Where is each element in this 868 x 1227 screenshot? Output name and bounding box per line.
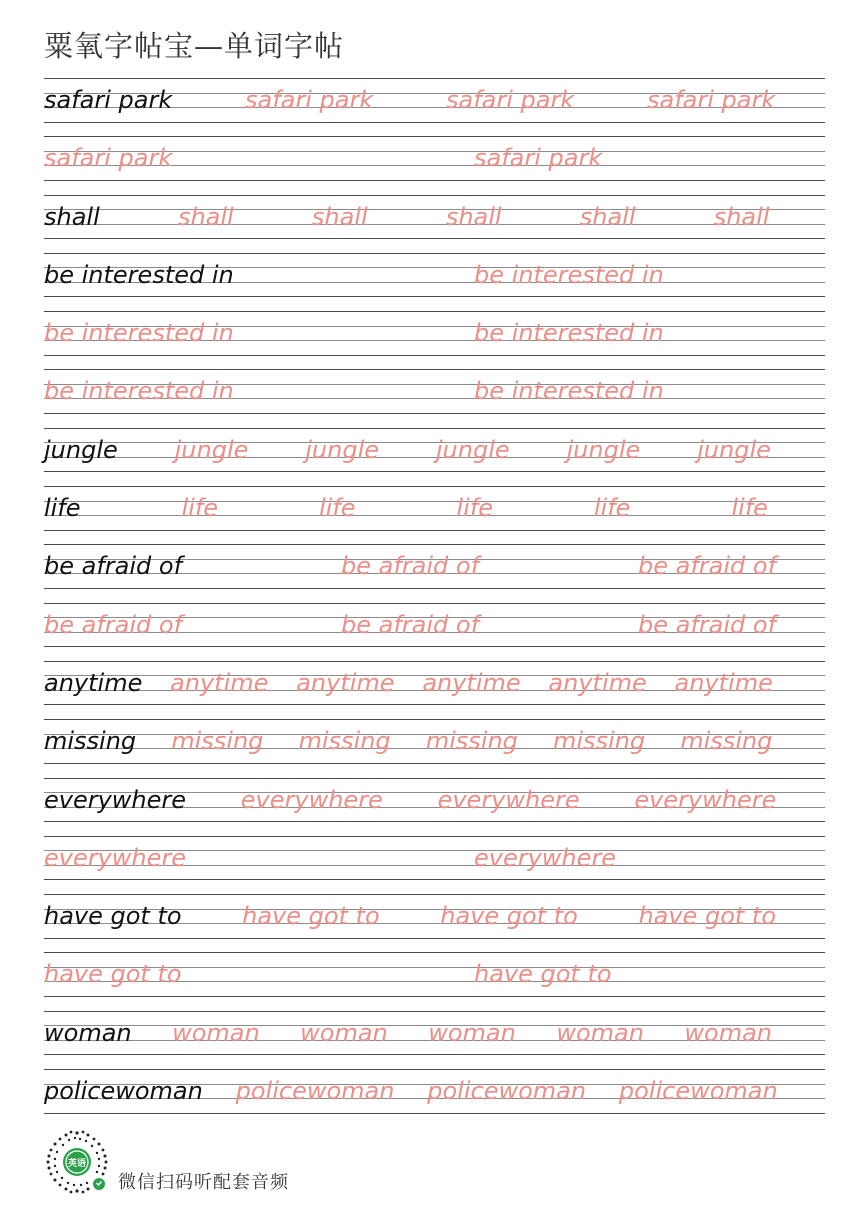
- rule-line: [44, 1011, 825, 1012]
- four-line-rule: [44, 195, 825, 239]
- trace-word: jungle: [566, 435, 641, 464]
- footer-caption: 微信扫码听配套音频: [118, 1172, 289, 1193]
- model-word: have got to: [44, 902, 182, 931]
- rule-line: [44, 515, 825, 516]
- trace-word: jungle: [697, 435, 771, 464]
- rule-line: [44, 195, 825, 196]
- rule-line: [44, 821, 825, 822]
- rule-line: [44, 501, 825, 502]
- rule-line: [44, 763, 825, 764]
- trace-word: be afraid of: [638, 552, 777, 581]
- practice-row: [44, 428, 825, 486]
- trace-word: have got to: [638, 902, 777, 931]
- trace-word: everywhere: [634, 785, 777, 814]
- rule-line: [44, 209, 825, 210]
- trace-word: anytime: [170, 668, 269, 697]
- practice-row: [44, 253, 825, 311]
- rule-line: [44, 355, 825, 356]
- trace-word: jungle: [174, 435, 249, 464]
- trace-word: safari park: [245, 86, 374, 114]
- rule-line: [44, 603, 825, 604]
- trace-word: safari park: [446, 86, 575, 114]
- trace-word: policewoman: [618, 1077, 778, 1106]
- rule-line: [44, 778, 825, 779]
- model-word: be afraid of: [44, 552, 183, 581]
- trace-word: be interested in: [44, 319, 234, 348]
- qr-code-icon[interactable]: [42, 1127, 112, 1197]
- trace-word: be interested in: [474, 377, 664, 406]
- trace-word: anytime: [296, 668, 395, 697]
- rule-line: [44, 646, 825, 647]
- trace-word: woman: [428, 1018, 516, 1047]
- qr-badge-label: 英语: [67, 1159, 87, 1169]
- trace-word: safari park: [647, 86, 776, 114]
- rule-line: [44, 369, 825, 370]
- rule-line: [44, 136, 825, 137]
- rule-line: [44, 719, 825, 720]
- trace-word: woman: [556, 1018, 644, 1047]
- rule-line: [44, 661, 825, 662]
- rule-line: [44, 836, 825, 837]
- model-word: policewoman: [44, 1077, 203, 1106]
- rule-line: [44, 428, 825, 429]
- trace-word: everywhere: [437, 785, 580, 814]
- practice-row: [44, 836, 825, 894]
- rule-line: [44, 311, 825, 312]
- practice-row: [44, 136, 825, 194]
- practice-row: [44, 195, 825, 253]
- trace-word: woman: [684, 1018, 772, 1047]
- practice-row: [44, 1011, 825, 1069]
- trace-word: be interested in: [44, 377, 234, 406]
- practice-sheet: [44, 78, 825, 1127]
- rule-line: [44, 296, 825, 297]
- trace-word: life: [731, 494, 768, 523]
- trace-word: anytime: [422, 668, 521, 697]
- trace-word: safari park: [44, 144, 173, 173]
- four-line-rule: [44, 486, 825, 530]
- rule-line: [44, 224, 825, 225]
- trace-word: everywhere: [474, 843, 617, 872]
- model-word: missing: [44, 727, 137, 756]
- practice-row: [44, 311, 825, 369]
- practice-row: [44, 486, 825, 544]
- practice-row: [44, 1069, 825, 1127]
- trace-word: policewoman: [235, 1077, 395, 1106]
- trace-word: anytime: [674, 668, 773, 697]
- practice-row: [44, 603, 825, 661]
- rule-line: [44, 530, 825, 531]
- model-word: life: [44, 494, 81, 523]
- trace-word: jungle: [305, 435, 380, 464]
- model-word: woman: [44, 1018, 132, 1047]
- model-word: be interested in: [44, 260, 234, 289]
- trace-word: life: [318, 494, 356, 523]
- rule-line: [44, 996, 825, 997]
- rule-line: [44, 486, 825, 487]
- rule-line: [44, 544, 825, 545]
- practice-row: [44, 894, 825, 952]
- practice-row: [44, 661, 825, 719]
- trace-word: missing: [171, 727, 264, 756]
- rule-line: [44, 413, 825, 414]
- practice-row: [44, 78, 825, 136]
- trace-word: everywhere: [240, 785, 383, 814]
- trace-word: woman: [172, 1018, 260, 1047]
- trace-word: anytime: [548, 668, 647, 697]
- practice-row: [44, 544, 825, 602]
- trace-word: missing: [425, 727, 518, 756]
- trace-word: be interested in: [474, 319, 664, 348]
- trace-word: have got to: [474, 960, 612, 989]
- trace-word: shall: [311, 202, 368, 231]
- rule-line: [44, 122, 825, 123]
- model-word: everywhere: [44, 785, 187, 814]
- trace-word: have got to: [44, 960, 182, 989]
- rule-line: [44, 471, 825, 472]
- rule-line: [44, 588, 825, 589]
- rule-line: [44, 180, 825, 181]
- rule-line: [44, 1054, 825, 1055]
- rule-line: [44, 78, 825, 79]
- trace-word: have got to: [440, 902, 578, 931]
- qr-code-graphic: [42, 1127, 112, 1197]
- rule-line: [44, 879, 825, 880]
- trace-word: be afraid of: [341, 552, 480, 581]
- practice-row: [44, 369, 825, 427]
- trace-word: shall: [445, 202, 502, 231]
- trace-word: shall: [713, 202, 770, 231]
- rule-line: [44, 704, 825, 705]
- trace-word: safari park: [474, 144, 603, 173]
- trace-word: missing: [552, 727, 646, 756]
- model-word: shall: [44, 202, 100, 231]
- practice-row: [44, 952, 825, 1010]
- trace-word: shall: [177, 202, 234, 231]
- model-word: safari park: [44, 86, 173, 114]
- trace-word: missing: [298, 727, 391, 756]
- trace-word: life: [456, 494, 493, 523]
- trace-word: have got to: [242, 902, 380, 931]
- rule-line: [44, 253, 825, 254]
- rule-line: [44, 938, 825, 939]
- model-word: anytime: [44, 668, 143, 697]
- trace-word: policewoman: [427, 1077, 587, 1106]
- rule-line: [44, 952, 825, 953]
- page-title: 粟氧字帖宝—单词字帖: [44, 29, 345, 63]
- trace-word: be afraid of: [44, 610, 183, 639]
- rule-line: [44, 1069, 825, 1070]
- rule-line: [44, 238, 825, 239]
- trace-word: missing: [680, 727, 773, 756]
- trace-word: be afraid of: [638, 610, 777, 639]
- trace-word: life: [181, 494, 219, 523]
- practice-row: [44, 719, 825, 777]
- rule-line: [44, 894, 825, 895]
- model-word: jungle: [44, 435, 118, 464]
- trace-word: life: [593, 494, 631, 523]
- rule-line: [44, 1113, 825, 1114]
- trace-word: woman: [300, 1018, 388, 1047]
- trace-word: everywhere: [44, 843, 187, 872]
- trace-word: jungle: [435, 435, 510, 464]
- trace-word: be interested in: [474, 260, 664, 289]
- trace-word: shall: [579, 202, 636, 231]
- trace-word: be afraid of: [341, 610, 480, 639]
- practice-row: [44, 778, 825, 836]
